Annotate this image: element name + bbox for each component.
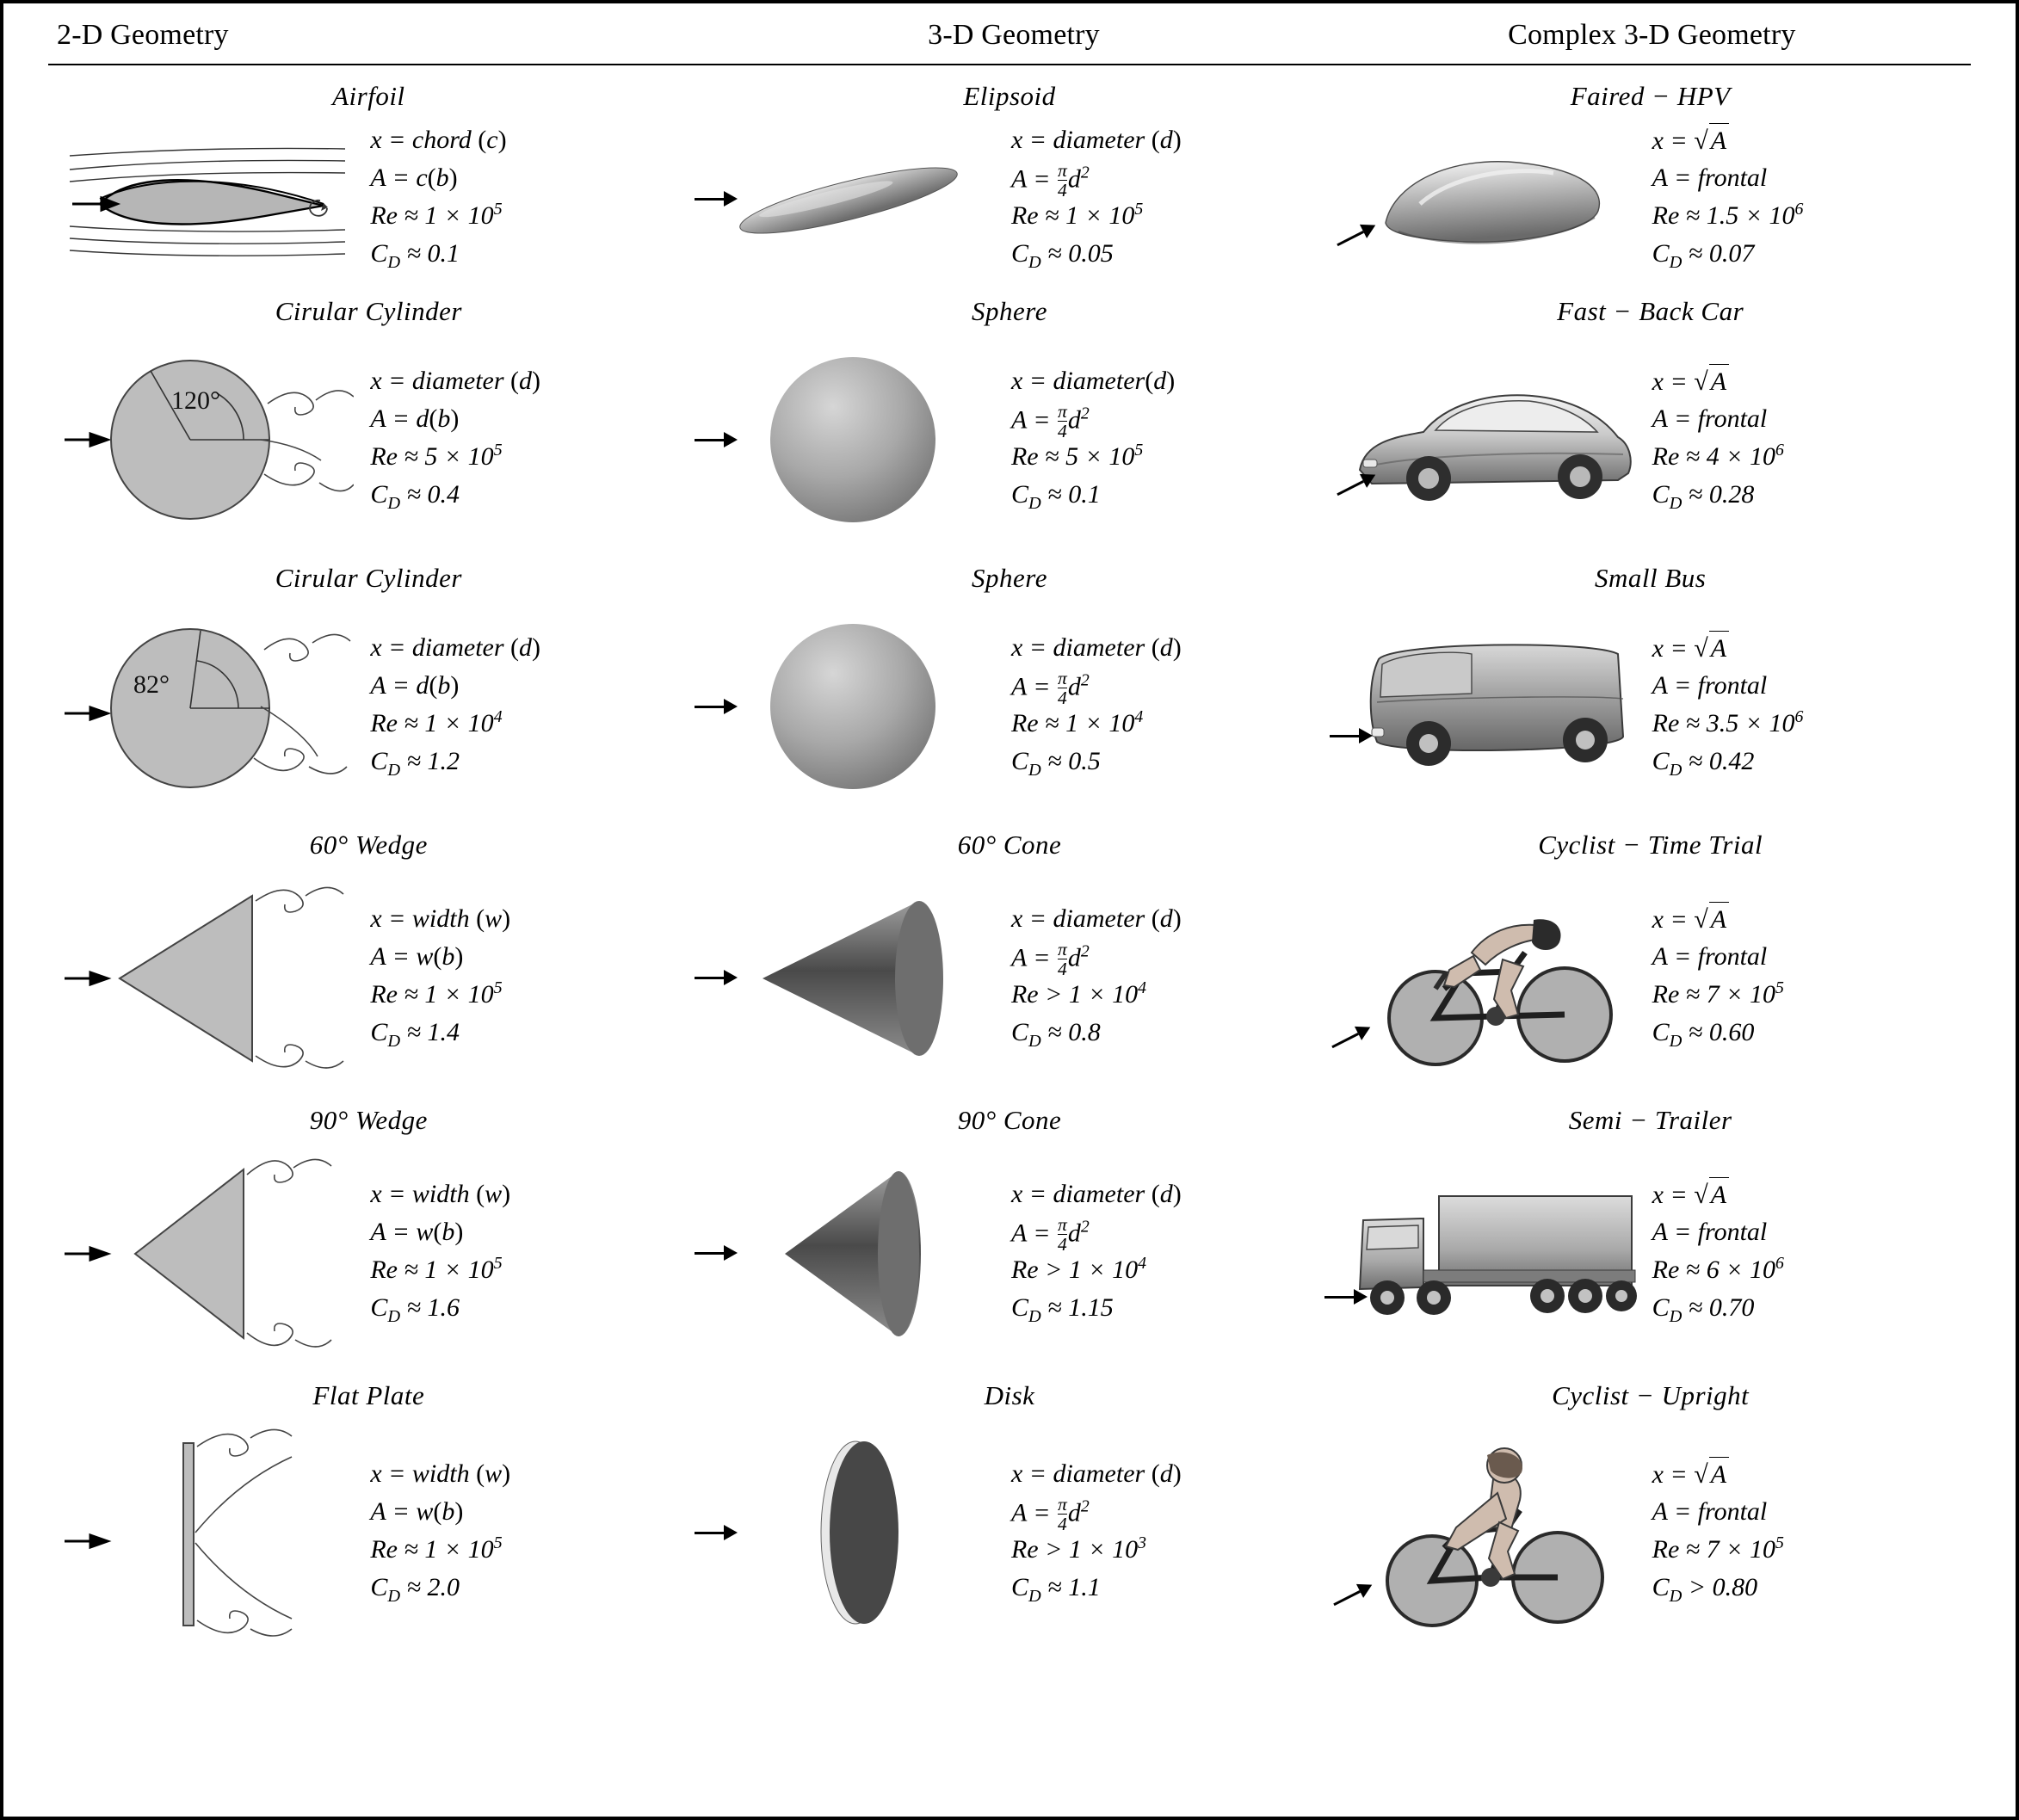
prop-Re: $Re \approx 1 \times 10^5$ bbox=[370, 1254, 503, 1284]
prop-x: x = chord (c) bbox=[370, 126, 507, 154]
prop-Re: $Re \approx 1.5 \times 10^6$ bbox=[1652, 200, 1804, 230]
prop-A: A = frontal bbox=[1652, 671, 1768, 700]
disk-figure bbox=[689, 1416, 1008, 1649]
prop-CD: $C_D \approx 1.15$ bbox=[1010, 1293, 1114, 1326]
caption-cyclist-time-trial: Cyclist − Time Trial bbox=[1538, 830, 1763, 860]
angle-label-82: 82° bbox=[133, 670, 170, 699]
table-body bbox=[48, 65, 1971, 1649]
prop-x: x = √ A bbox=[1652, 1457, 1971, 1495]
props-airfoil bbox=[367, 123, 688, 275]
prop-A: A = d(b) bbox=[370, 671, 460, 700]
header-complex-3d-geometry: Complex 3-D Geometry bbox=[1508, 19, 1796, 51]
prop-x: x = diameter (d) bbox=[1010, 1459, 1182, 1488]
flow-arrow-icon bbox=[695, 970, 738, 985]
prop-x: x = √ A bbox=[1652, 364, 1971, 402]
prop-CD: $C_D \approx 0.1$ bbox=[1010, 480, 1101, 513]
caption-ellipsoid: Elipsoid bbox=[963, 81, 1056, 111]
prop-Re: $Re \approx 1 \times 10^5$ bbox=[370, 978, 503, 1009]
prop-x: x = diameter (d) bbox=[370, 633, 541, 662]
caption-circular-cylinder: Cirular Cylinder bbox=[275, 563, 462, 593]
prop-x: x = diameter (d) bbox=[1010, 1180, 1182, 1208]
table-cell-cyclist-time-trial bbox=[1330, 814, 1971, 1089]
prop-A: A = d(b) bbox=[370, 404, 460, 433]
prop-x: x = diameter(d) bbox=[1010, 367, 1176, 395]
props-ellipsoid bbox=[1008, 123, 1330, 275]
caption-semi-trailer: Semi − Trailer bbox=[1568, 1105, 1732, 1135]
hpv-figure bbox=[1330, 117, 1648, 281]
flow-arrow-icon bbox=[695, 1525, 738, 1540]
props-cyclist-tt bbox=[1649, 902, 1971, 1053]
angle-label-120: 120° bbox=[171, 386, 221, 415]
prop-Re: $Re \approx 5 \times 10^5$ bbox=[370, 441, 503, 471]
prop-A: A = w(b) bbox=[370, 1218, 464, 1246]
flow-arrow-icon bbox=[695, 191, 738, 207]
prop-A: A = $\frac{\pi}{4}$ $d^2$ bbox=[1010, 1494, 1090, 1535]
caption-cyclist-upright: Cyclist − Upright bbox=[1552, 1380, 1750, 1410]
prop-CD: $C_D \approx 0.60$ bbox=[1652, 1018, 1755, 1051]
car-figure bbox=[1330, 332, 1648, 547]
table-cell-faired-hpv bbox=[1330, 65, 1971, 281]
prop-A: A = $\frac{\pi}{4}$ $d^2$ bbox=[1010, 160, 1090, 201]
table-cell-cone-60 bbox=[689, 814, 1331, 1089]
props-plate bbox=[367, 1457, 688, 1608]
prop-x: x = diameter (d) bbox=[370, 367, 541, 395]
caption-faired-hpv: Faired − HPV bbox=[1570, 81, 1731, 111]
sphere-figure bbox=[689, 599, 1008, 814]
prop-x: x = diameter (d) bbox=[1010, 126, 1182, 154]
cyclist-up-figure bbox=[1330, 1416, 1648, 1649]
prop-CD: $C_D \approx 2.0$ bbox=[370, 1573, 460, 1606]
plate-figure bbox=[48, 1416, 367, 1649]
cyclist-tt-figure bbox=[1330, 866, 1648, 1089]
wedge-90-figure bbox=[48, 1141, 367, 1365]
props-wedge-90 bbox=[367, 1177, 688, 1329]
caption-cone-60: 60° Cone bbox=[957, 830, 1062, 860]
caption-flat-plate: Flat Plate bbox=[312, 1380, 425, 1410]
caption-fast-back-car: Fast − Back Car bbox=[1557, 296, 1744, 326]
table-cell-wedge-60 bbox=[48, 814, 689, 1089]
table-cell-sphere-1e4 bbox=[689, 547, 1331, 814]
prop-x: x = √ A bbox=[1652, 902, 1971, 940]
prop-CD: $C_D \approx 1.2$ bbox=[370, 747, 460, 780]
prop-Re: $Re > 1 \times 10^3$ bbox=[1010, 1533, 1147, 1564]
prop-Re: $Re \approx 7 \times 10^5$ bbox=[1652, 1533, 1784, 1564]
header-2d-geometry: 2-D Geometry bbox=[57, 19, 229, 51]
caption-sphere: Sphere bbox=[972, 296, 1047, 326]
props-cone-90 bbox=[1008, 1177, 1330, 1329]
cylinder-82-figure bbox=[48, 599, 367, 814]
props-cylinder-120 bbox=[367, 364, 688, 515]
table-cell-circular-cylinder-120 bbox=[48, 281, 689, 547]
props-cyclist-up bbox=[1649, 1457, 1971, 1608]
table-cell-sphere-5e5 bbox=[689, 281, 1331, 547]
props-car bbox=[1649, 364, 1971, 515]
prop-CD: $C_D \approx 1.6$ bbox=[370, 1293, 460, 1326]
prop-A: A = $\frac{\pi}{4}$ $d^2$ bbox=[1010, 401, 1090, 442]
caption-wedge-90: 90° Wedge bbox=[309, 1105, 428, 1135]
prop-x: x = width (w) bbox=[370, 1459, 511, 1488]
wedge-60-figure bbox=[48, 866, 367, 1089]
sphere-figure bbox=[689, 332, 1008, 547]
prop-A: A = w(b) bbox=[370, 942, 464, 971]
prop-Re: $Re \approx 4 \times 10^6$ bbox=[1652, 441, 1784, 471]
table-cell-airfoil bbox=[48, 65, 689, 281]
flow-arrow-icon bbox=[695, 1245, 738, 1261]
prop-Re: $Re > 1 \times 10^4$ bbox=[1010, 1254, 1147, 1284]
prop-x: x = width (w) bbox=[370, 1180, 511, 1208]
prop-Re: $Re \approx 1 \times 10^4$ bbox=[1010, 707, 1144, 737]
prop-CD: $C_D \approx 1.4$ bbox=[370, 1018, 460, 1051]
prop-CD: $C_D \approx 0.8$ bbox=[1010, 1018, 1101, 1051]
props-bus bbox=[1649, 631, 1971, 782]
caption-small-bus: Small Bus bbox=[1594, 563, 1707, 593]
table-cell-circular-cylinder-82 bbox=[48, 547, 689, 814]
prop-x: x = diameter (d) bbox=[1010, 633, 1182, 662]
prop-x: x = width (w) bbox=[370, 904, 511, 933]
airfoil-figure bbox=[48, 117, 367, 281]
prop-Re: $Re \approx 1 \times 10^5$ bbox=[370, 200, 503, 230]
props-hpv bbox=[1649, 123, 1971, 275]
prop-Re: $Re \approx 5 \times 10^5$ bbox=[1010, 441, 1144, 471]
caption-wedge-60: 60° Wedge bbox=[309, 830, 428, 860]
caption-airfoil: Airfoil bbox=[332, 81, 405, 111]
prop-A: A = $\frac{\pi}{4}$ $d^2$ bbox=[1010, 1214, 1090, 1255]
prop-x: x = diameter (d) bbox=[1010, 904, 1182, 933]
caption-circular-cylinder: Cirular Cylinder bbox=[275, 296, 462, 326]
prop-x: x = √ A bbox=[1652, 631, 1971, 669]
prop-A: A = frontal bbox=[1652, 163, 1768, 192]
cylinder-120-figure bbox=[48, 332, 367, 547]
prop-Re: $Re > 1 \times 10^4$ bbox=[1010, 978, 1147, 1009]
prop-x: x = √ A bbox=[1652, 123, 1971, 161]
table-cell-disk bbox=[689, 1365, 1331, 1649]
prop-CD: $C_D \approx 0.70$ bbox=[1652, 1293, 1755, 1326]
prop-Re: $Re \approx 3.5 \times 10^6$ bbox=[1652, 707, 1804, 737]
prop-A: A = $\frac{\pi}{4}$ $d^2$ bbox=[1010, 668, 1090, 709]
caption-disk: Disk bbox=[984, 1380, 1035, 1410]
props-cone-60 bbox=[1008, 902, 1330, 1053]
prop-CD: $C_D \approx 0.28$ bbox=[1652, 480, 1755, 513]
table-cell-wedge-90 bbox=[48, 1089, 689, 1365]
caption-sphere: Sphere bbox=[972, 563, 1047, 593]
prop-A: A = c(b) bbox=[370, 163, 458, 192]
prop-Re: $Re \approx 1 \times 10^5$ bbox=[1010, 200, 1144, 230]
prop-CD: $C_D \approx 0.42$ bbox=[1652, 747, 1755, 780]
ellipsoid-figure bbox=[689, 117, 1008, 281]
prop-CD: $C_D > 0.80$ bbox=[1652, 1573, 1758, 1606]
caption-cone-90: 90° Cone bbox=[957, 1105, 1062, 1135]
prop-CD: $C_D \approx 1.1$ bbox=[1010, 1573, 1101, 1606]
props-sphere bbox=[1008, 364, 1330, 515]
props-sphere bbox=[1008, 631, 1330, 782]
header-3d-geometry: 3-D Geometry bbox=[928, 19, 1100, 51]
prop-Re: $Re \approx 6 \times 10^6$ bbox=[1652, 1254, 1784, 1284]
prop-A: A = frontal bbox=[1652, 942, 1768, 971]
bus-figure bbox=[1330, 599, 1648, 814]
table-cell-cone-90 bbox=[689, 1089, 1331, 1365]
props-wedge-60 bbox=[367, 902, 688, 1053]
truck-figure bbox=[1330, 1141, 1648, 1365]
table-cell-cyclist-upright bbox=[1330, 1365, 1971, 1649]
props-truck bbox=[1649, 1177, 1971, 1329]
prop-CD: $C_D \approx 0.5$ bbox=[1010, 747, 1101, 780]
props-disk bbox=[1008, 1457, 1330, 1608]
flow-arrow-icon bbox=[695, 699, 738, 714]
prop-x: x = √ A bbox=[1652, 1177, 1971, 1215]
prop-A: A = frontal bbox=[1652, 1218, 1768, 1246]
flow-arrow-icon bbox=[1330, 728, 1373, 743]
table-cell-semi-trailer bbox=[1330, 1089, 1971, 1365]
prop-CD: $C_D \approx 0.05$ bbox=[1010, 239, 1114, 272]
props-cylinder-82 bbox=[367, 631, 688, 782]
prop-A: A = frontal bbox=[1652, 1497, 1768, 1526]
cone-90-figure bbox=[689, 1141, 1008, 1365]
prop-CD: $C_D \approx 0.4$ bbox=[370, 480, 460, 513]
table-cell-ellipsoid bbox=[689, 65, 1331, 281]
prop-CD: $C_D \approx 0.07$ bbox=[1652, 239, 1755, 272]
flow-arrow-icon bbox=[695, 432, 738, 447]
table-cell-fast-back-car bbox=[1330, 281, 1971, 547]
prop-A: A = frontal bbox=[1652, 404, 1768, 433]
prop-A: A = w(b) bbox=[370, 1497, 464, 1526]
prop-Re: $Re \approx 1 \times 10^4$ bbox=[370, 707, 503, 737]
cone-60-figure bbox=[689, 866, 1008, 1089]
flow-arrow-icon bbox=[1324, 1289, 1368, 1305]
prop-CD: $C_D \approx 0.1$ bbox=[370, 239, 460, 272]
table-cell-small-bus bbox=[1330, 547, 1971, 814]
prop-A: A = $\frac{\pi}{4}$ $d^2$ bbox=[1010, 939, 1090, 980]
prop-Re: $Re \approx 7 \times 10^5$ bbox=[1652, 978, 1784, 1009]
table-header bbox=[48, 19, 1971, 52]
prop-Re: $Re \approx 1 \times 10^5$ bbox=[370, 1533, 503, 1564]
table-cell-flat-plate bbox=[48, 1365, 689, 1649]
